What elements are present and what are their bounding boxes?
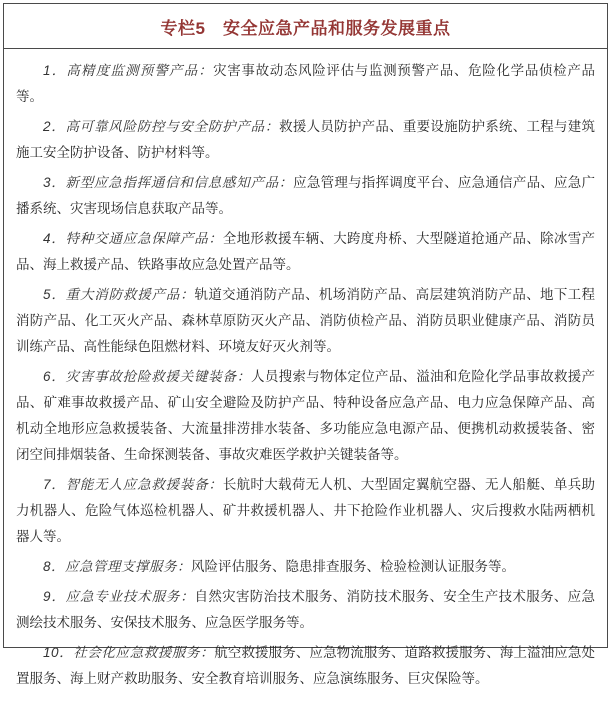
item-label: 6．灾害事故抢险救援关键装备： <box>43 369 252 384</box>
feature-box-body <box>4 49 607 704</box>
list-item <box>16 170 595 222</box>
feature-box-header <box>4 4 607 49</box>
list-item <box>16 584 595 636</box>
feature-box <box>3 3 608 686</box>
list-item <box>16 472 595 550</box>
item-text: 灾害事故动态风险评估与监测预警产品、危险化学品侦检产品等。 <box>16 63 595 104</box>
item-label: 1．高精度监测预警产品： <box>43 63 214 78</box>
item-label: 4．特种交通应急保障产品： <box>43 231 223 246</box>
item-label: 9．应急专业技术服务： <box>43 589 195 604</box>
list-item <box>16 114 595 166</box>
item-text: 自然灾害防治技术服务、消防技术服务、安全生产技术服务、应急测绘技术服务、安保技术服务、应急医学服务等。 <box>16 589 595 630</box>
item-text: 应急管理与指挥调度平台、应急通信产品、应急广播系统、灾害现场信息获取产品等。 <box>16 175 595 216</box>
item-text: 全地形救援车辆、大跨度舟桥、大型隧道抢通产品、除冰雪产品、海上救援产品、铁路事故应急处置产品等。 <box>16 231 595 272</box>
item-label: 2．高可靠风险防控与安全防护产品： <box>43 119 280 134</box>
item-text: 风险评估服务、隐患排查服务、检验检测认证服务等。 <box>191 559 516 574</box>
list-item <box>16 364 595 468</box>
list-item <box>16 282 595 360</box>
list-item <box>16 58 595 110</box>
item-text: 航空救援服务、应急物流服务、道路救援服务、海上溢油应急处置服务、海上财产救助服务、安全教育培训服务、应急演练服务、巨灾保险等。 <box>16 645 595 686</box>
item-label: 10．社会化应急救援服务： <box>43 645 215 660</box>
page-title: 专栏5 安全应急产品和服务发展重点 <box>160 19 451 38</box>
item-text: 轨道交通消防产品、机场消防产品、高层建筑消防产品、地下工程消防产品、化工灭火产品、森林草原防灭火产品、消防侦检产品、消防员职业健康产品、消防员训练产品、高性能绿色阻燃材料、环境友好灭火剂等。 <box>16 287 595 354</box>
item-text: 长航时大载荷无人机、大型固定翼航空器、无人船艇、单兵助力机器人、危险气体巡检机器人、矿井救援机器人、井下抢险作业机器人、灾后搜救水陆两栖机器人等。 <box>16 477 595 544</box>
item-text: 人员搜索与物体定位产品、溢油和危险化学品事故救援产品、矿难事故救援产品、矿山安全避险及防护产品、特种设备应急产品、电力应急保障产品、高机动全地形应急救援装备、大流量排涝排水装备、多功能应急电源产品、便携机动救援装备、密闭空间排烟装备、生命探测装备、事故灾难医学救护关键装备等。 <box>16 369 595 462</box>
list-item <box>16 554 595 580</box>
item-text: 救援人员防护产品、重要设施防护系统、工程与建筑施工安全防护设备、防护材料等。 <box>16 119 596 160</box>
list-item <box>16 226 595 278</box>
item-label: 5．重大消防救援产品： <box>43 287 195 302</box>
list-item <box>16 640 595 692</box>
item-label: 7．智能无人应急救援装备： <box>43 477 223 492</box>
item-label: 8．应急管理支撑服务： <box>43 559 192 574</box>
item-label: 3．新型应急指挥通信和信息感知产品： <box>43 175 294 190</box>
